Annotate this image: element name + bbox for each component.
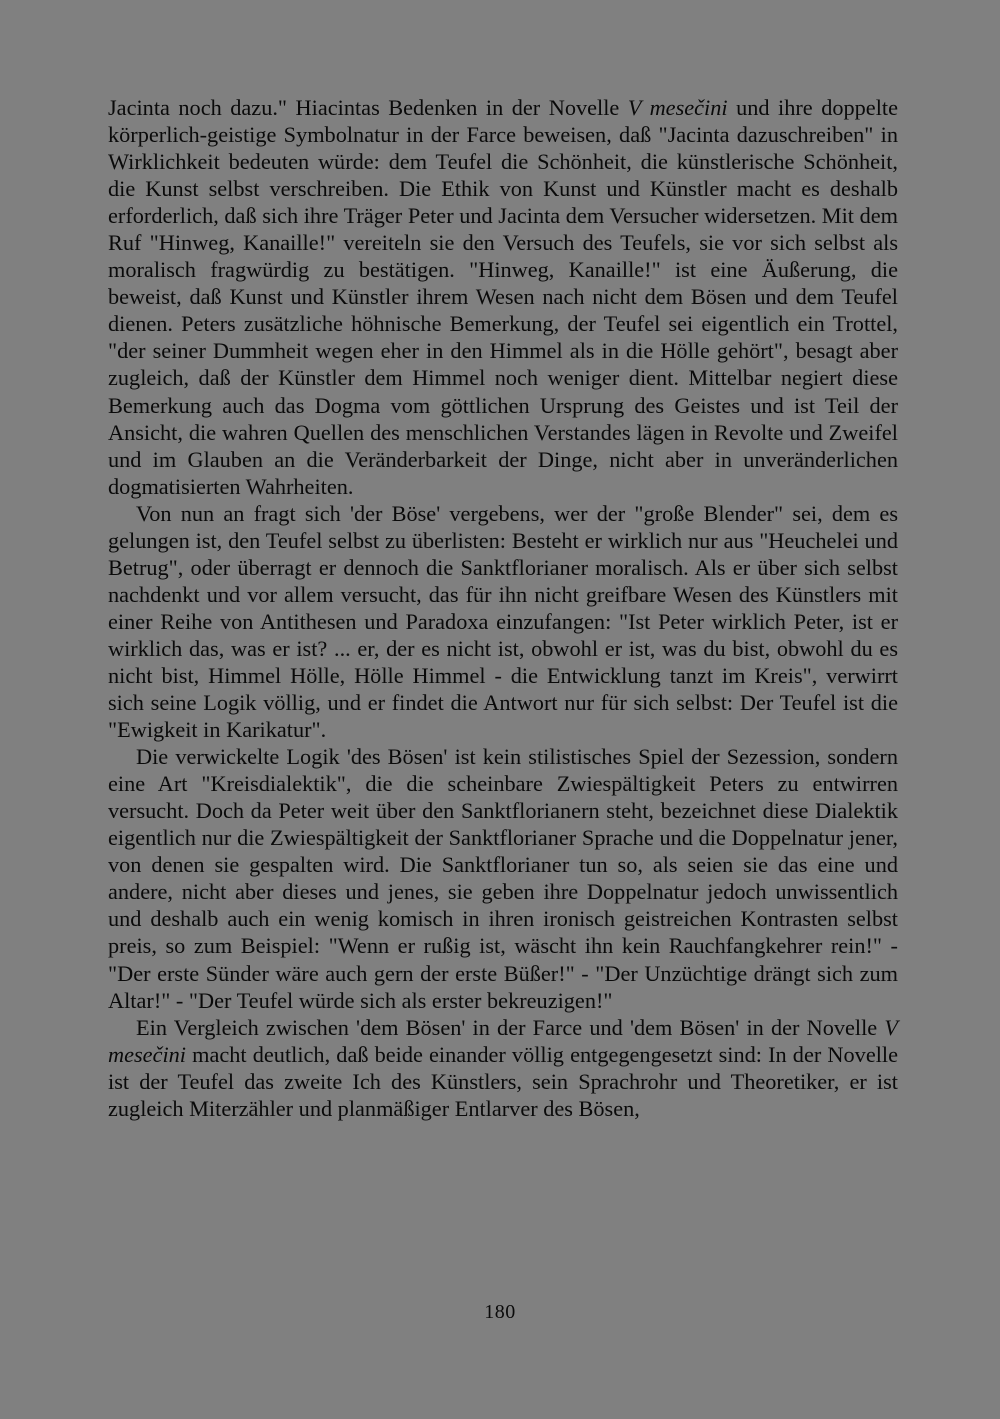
paragraph-3: [108, 743, 898, 1013]
text-run: Ein Vergleich zwischen 'dem Bösen' in der Farce und 'dem Bösen' in der Novelle: [136, 1014, 885, 1040]
italic-title: V mesečini: [108, 1014, 898, 1067]
text-run: und ihre doppelte körperlich-geistige Symbolnatur in der Farce beweisen, daß "Jacinta dazuschreiben" in Wirklichkeit bedeuten würde: dem Teufel die Schönheit, die künstlerische Schönheit, die Kunst selbst verschreiben. Die Ethik von Kunst und Künstler macht es deshalb erforderlich, daß sich ihre Träger Peter und Jacinta dem Versucher widersetzen. Mit dem Ruf "Hinweg, Kanaille!" vereiteln sie den Versuch des Teufels, sie vor sich selbst als moralisch fragwürdig zu bestätigen. "Hinweg, Kanaille!" ist eine Äußerung, die beweist, daß Kunst und Künstler ihrem Wesen nach nicht dem Bösen und dem Teufel dienen. Peters zusätzliche höhnische Bemerkung, der Teufel sei eigentlich ein Trottel, "der seiner Dummheit wegen eher in den Himmel als in die Hölle gehört", besagt aber zugleich, daß der Künstler dem Himmel noch weniger dient. Mittelbar negiert diese Bemerkung auch das Dogma vom göttlichen Ursprung des Geistes und ist Teil der Ansicht, die wahren Quellen des menschlichen Verstandes lägen in Revolte und Zweifel und im Glauben an die Veränderbarkeit der Dinge, nicht aber in unveränderlichen dogmatisierten Wahrheiten.: [108, 95, 898, 499]
text-run: Jacinta noch dazu." Hiacintas Bedenken in der Novelle: [108, 95, 628, 120]
text-run: macht deutlich, daß beide einander völlig entgegengesetzt sind: In der Novelle ist der Teufel das zweite Ich des Künstlers, sein Sprachrohr und Theoretiker, er ist zugleich Miterzähler und planmäßiger Entlarver des Bösen,: [108, 1041, 898, 1121]
paragraph-4: [108, 1014, 898, 1122]
text-run: Die verwickelte Logik 'des Bösen' ist kein stilistisches Spiel der Sezession, sondern eine Art "Kreisdialektik", die die scheinbare Zwiespältigkeit Peters zu entwirren versucht. Doch da Peter weit über den Sanktflorianern steht, bezeichnet diese Dialektik eigentlich nur die Zwiespältigkeit der Sanktflorianer Sprache und die Doppelnatur jener, von denen sie gespalten wird. Die Sanktflorianer tun so, als seien sie das eine und andere, nicht aber dieses und jenes, sie geben ihre Doppelnatur jedoch unwissentlich und deshalb auch ein wenig komisch in ihren ironisch geistreichen Kontrasten selbst preis, so zum Beispiel: "Wenn er rußig ist, wäscht ihn kein Rauchfangkehrer rein!" -"Der erste Sünder wäre auch gern der erste Büßer!" - "Der Unzüchtige drängt sich zum Altar!" - "Der Teufel würde sich als erster bekreuzigen!": [108, 744, 898, 1013]
page-number: 180: [484, 1301, 516, 1323]
body-text: [108, 94, 898, 1122]
text-run: Von nun an fragt sich 'der Böse' vergebens, wer der "große Blender" sei, dem es gelungen ist, den Teufel selbst zu überlisten: Besteht er wirklich nur aus "Heuchelei und Betrug", oder überragt er dennoch die Sanktflorianer moralisch. Als er über sich selbst nachdenkt und vor allem versucht, das für ihn nicht greifbare Wesen des Künstlers mit einer Reihe von Antithesen und Paradoxa einzufangen: "Ist Peter wirklich Peter, ist er wirklich das, was er ist? ... er, der es nicht ist, obwohl er ist, was du bist, obwohl du es nicht bist, Himmel Hölle, Hölle Himmel - die Entwicklung tanzt im Kreis", verwirrt sich seine Logik völlig, und er findet die Antwort nur für sich selbst: Der Teufel ist die "Ewigkeit in Karikatur".: [108, 500, 898, 743]
paragraph-1: [108, 94, 898, 500]
paragraph-2: [108, 500, 898, 743]
italic-title: V mesečini: [627, 95, 728, 120]
